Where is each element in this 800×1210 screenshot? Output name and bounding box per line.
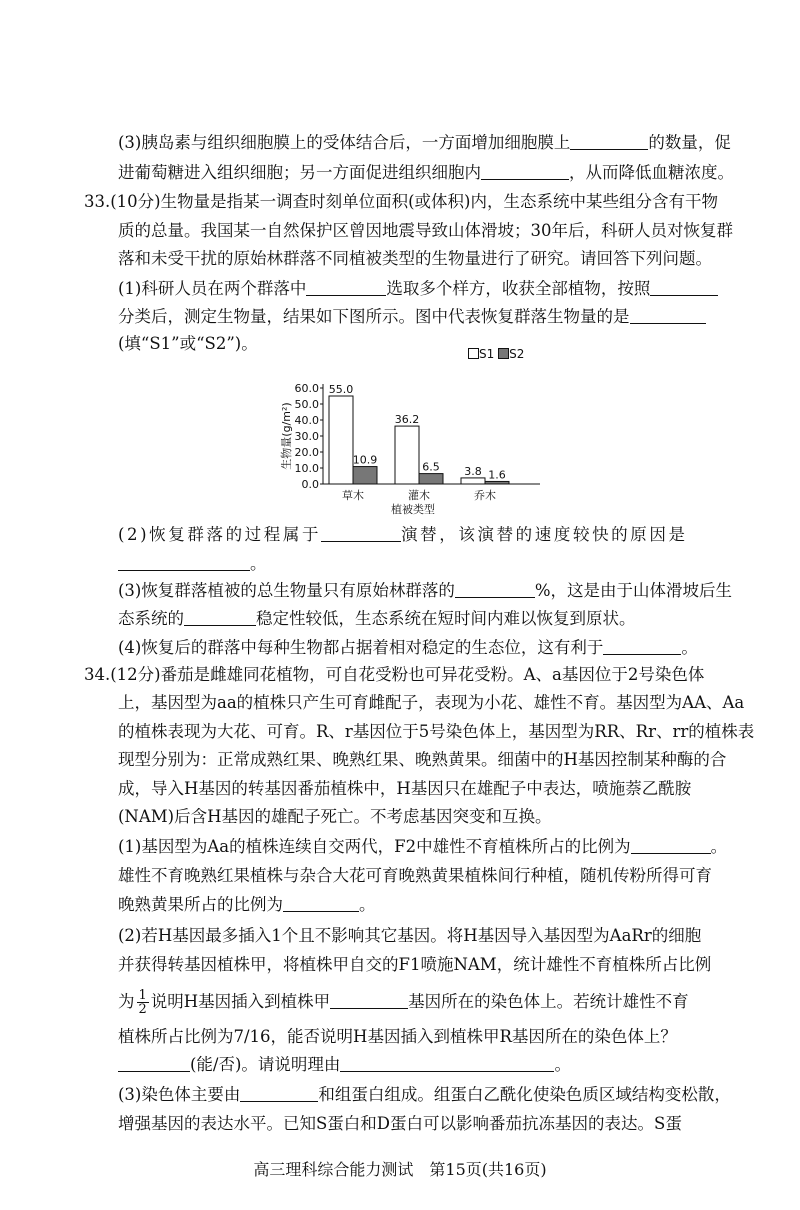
q33-2-line1: (2)恢复群落的过程属于 演替，该演替的速度较快的原因是 [118,525,688,544]
answer-blank[interactable] [321,526,401,542]
legend-label-s2: S2 [509,347,525,361]
y-tick-label: 40.0 [294,414,319,427]
data-label-s2: 6.5 [422,460,440,474]
data-label-s1: 36.2 [394,413,420,427]
q34-stem-line2: 上，基因型为aa的植株只产生可育雌配子，表现为小花、雄性不育。基因型为AA、Aa [118,693,745,712]
bar-s2 [353,467,377,484]
y-axis-label: 生物量(g/m²) [280,402,293,470]
y-tick-label: 0.0 [301,478,319,491]
answer-blank[interactable] [240,1086,318,1102]
q33-stem-line2: 质的总量。我国某一自然保护区曾因地震导致山体滑坡；30年后，科研人员对恢复群 [118,221,733,240]
q34-1-line2: 雄性不育晚熟红果植株与杂合大花可育晚熟黄果植株间行种植，随机传粉所得可育 [118,866,712,885]
data-label-s1: 55.0 [328,383,354,396]
x-axis-label: 植被类型 [391,503,435,516]
x-tick-label: 草木 [342,489,364,502]
answer-blank[interactable] [340,1056,554,1072]
q33-stem-line1: 33.(10分)生物量是指某一调查时刻单位面积(或体积)内，生态系统中某些组分含有干物 [84,192,718,211]
q34-stem-line6: (NAM)后含H基因的雄配子死亡。不考虑基因突变和互换。 [118,807,552,826]
q33-3-line1: (3)恢复群落植被的总生物量只有原始林群落的 %，这是由于山体滑坡后生 [118,581,733,600]
q34-2-line1: (2)若H基因最多插入1个且不影响其它基因。将H基因导入基因型为AaRr的细胞 [118,926,702,945]
data-label-s1: 3.8 [464,464,482,478]
page-footer: 高三理科综合能力测试 第15页(共16页) [253,1160,547,1179]
q34-stem-line5: 成，导入H基因的转基因番茄植株中，H基因只在雄配子中表达，喷施萘乙酰胺 [118,779,692,798]
q33-3-line2: 态系统的 稳定性较低，生态系统在短时间内难以恢复到原状。 [118,609,636,628]
y-tick-label: 50.0 [294,398,319,411]
answer-blank[interactable] [118,555,250,571]
x-tick-label: 乔木 [474,489,496,502]
q32-3-line1: (3)胰岛素与组织细胞膜上的受体结合后，一方面增加细胞膜上 的数量，促 [118,133,731,152]
q33-stem-line3: 落和未受干扰的原始林群落不同植被类型的生物量进行了研究。请回答下列问题。 [118,249,712,268]
q34-stem-line4: 现型分别为：正常成熟红果、晚熟红果、晚熟黄果。细菌中的H基因控制某种酶的合 [118,750,727,769]
q34-stem-line1: 34.(12分)番茄是雌雄同花植物，可自花受粉也可异花受粉。A、a基因位于2号染色体 [84,665,705,684]
answer-blank[interactable] [330,993,408,1009]
bar-s1 [395,426,419,484]
answer-blank[interactable] [184,610,256,626]
y-tick-label: 30.0 [294,430,319,443]
legend-label-s1: S1 [479,347,495,361]
q33-4-line: (4)恢复后的群落中每种生物都占据着相对稳定的生态位，这有利于 。 [118,638,698,657]
data-label-s2: 10.9 [352,453,378,467]
q33-1-line2: 分类后，测定生物量，结果如下图所示。图中代表恢复群落生物量的是 [118,306,706,328]
q34-2-line2: 并获得转基因植株甲，将植株甲自交的F1喷施NAM，统计雄性不育植株所占比例 [118,955,712,974]
fraction-one-half: $\frac{1}{2}$ [138,988,147,1017]
bar-s1 [329,396,353,484]
q34-stem-line3: 的植株表现为大花、可育。R、r基因位于5号染色体上，基因型为RR、Rr、rr的植株表 [118,722,755,741]
answer-blank[interactable] [631,838,711,854]
q33-1-line1: (1)科研人员在两个群落中 选取多个样方，收获全部植物，按照 [118,278,718,300]
y-tick-label: 20.0 [294,446,319,459]
x-tick-label: 灌木 [408,489,430,502]
q34-3-line2: 增强基因的表达水平。已知S蛋白和D蛋白可以影响番茄抗冻基因的表达。S蛋 [118,1114,682,1133]
q33-2-line2: 。 [118,553,267,575]
q34-2-line5: (能/否)。请说明理由 。 [118,1054,571,1076]
q34-2-line3: 为 $\frac{1}{2}$ 说明H基因插入到植株甲 基因所在的染色体上。若统计雄性不育 [118,988,689,1017]
bar-s1 [461,478,485,484]
q34-3-line1: (3)染色体主要由 和组蛋白组成。组蛋白乙酰化使染色质区域结构变松散， [118,1085,731,1104]
y-tick-label: 10.0 [294,462,319,475]
q34-1-line3: 晚熟黄果所占的比例为 。 [118,895,376,914]
answer-blank[interactable] [118,1056,190,1072]
answer-blank[interactable] [283,896,359,912]
answer-blank[interactable] [455,582,535,598]
q32-3-line2: 进葡萄糖进入组织细胞；另一方面促进组织细胞内 ，从而降低血糖浓度。 [118,163,734,182]
q34-2-line4: 植株所占比例为7/16，能否说明H基因插入到植株甲R基因所在的染色体上？ [118,1027,677,1046]
q33-1-line3: (填“S1”或“S2”)。 [118,334,258,353]
bar-s2 [419,474,443,484]
bar-s2 [485,481,509,484]
answer-blank[interactable] [603,639,681,655]
data-label-s2: 1.6 [488,468,506,482]
q34-1-line1: (1)基因型为Aa的植株连续自交两代，F2中雄性不育植株所占的比例为 。 [118,837,728,856]
y-tick-label: 60.0 [294,382,319,395]
